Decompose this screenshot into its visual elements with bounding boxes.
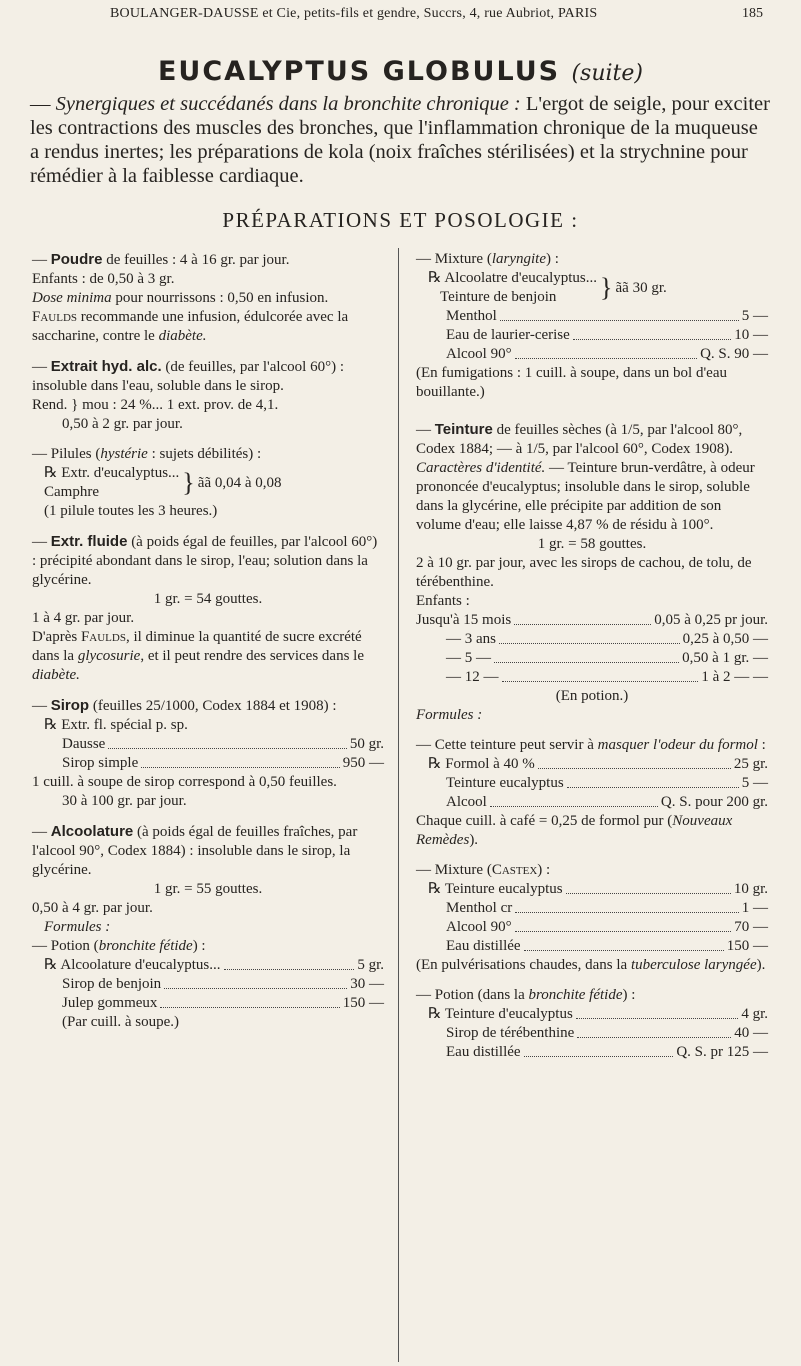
- mixture-note: (En fumigations : 1 cuill. à soupe, dans un bol d'eau bouillante.): [416, 365, 727, 400]
- potion-label-end: ) :: [192, 938, 206, 954]
- poudre-dose-text: pour nourrissons : 0,50 en infusion.: [111, 290, 329, 306]
- alcoolature-text: (à poids égal de feuilles fraîches, par l'alcool 90°, Codex 1884) : insoluble dans le sirop, la glycérine.: [32, 824, 358, 878]
- sirop-heading: Sirop: [50, 697, 90, 714]
- enfants-age-1: Jusqu'à 15 mois: [416, 612, 512, 628]
- castex-label: — Mixture (: [416, 862, 492, 878]
- fluide-faulds-a: D'après: [32, 629, 81, 645]
- poudre-author: Faulds: [32, 309, 78, 325]
- mixture-qty-5: Q. S. 90 —: [700, 346, 768, 362]
- formol-qty-2: 5 —: [741, 775, 768, 791]
- potion-fetide-qty-2: 40 —: [734, 1025, 768, 1041]
- alcoolature-dose: 0,50 à 4 gr. par jour.: [32, 900, 153, 916]
- teinture-dose: 2 à 10 gr. par jour, avec les sirops de cachou, de tolu, de térébenthine.: [416, 555, 752, 590]
- pilules-note: (1 pilule toutes les 3 heures.): [44, 503, 218, 519]
- poudre-text: de feuilles : 4 à 16 gr. par jour.: [102, 252, 290, 268]
- extrait-rendement: Rend. } mou : 24 %... 1 ext. prov. de 4,1.: [32, 397, 279, 413]
- mixture-laryngite: laryngite: [491, 251, 546, 267]
- potion-ingredient-2: Sirop de benjoin: [62, 976, 162, 992]
- potion-fetide-qty-3: Q. S. pr 125 —: [676, 1044, 768, 1060]
- poudre-entry: — Poudre de feuilles : 4 à 16 gr. par jour. Enfants : de 0,50 à 3 gr. Dose minima pour nourrissons : 0,50 en infusion. Faulds recommande une infusion, édulcorée avec la saccharine, contre le diabète.: [32, 250, 384, 346]
- enfants-age-4: — 12 —: [446, 669, 499, 685]
- teinture-identite-text: — Teinture brun-verdâtre, à odeur prononcée d'eucalyptus; insoluble dans le sirop, soluble dans la glycérine, elle précipite par addition de son volume d'eau; elle laisse 4,87 % de résidu à 100°.: [416, 460, 755, 533]
- sirop-dose: 30 à 100 gr. par jour.: [62, 793, 187, 809]
- intro-italic: Synergiques et succédanés dans la bronchite chronique :: [55, 93, 521, 115]
- extrait-heading: Extrait hyd. alc.: [50, 358, 162, 375]
- fluide-faulds-b: , il diminue la quantité de sucre excrété dans la: [32, 629, 362, 664]
- fluide-glycosurie: glycosurie: [77, 648, 141, 664]
- potion-ingredient-1: ℞ Alcoolature d'eucalyptus...: [44, 957, 221, 973]
- potion-qty-1: 5 gr.: [357, 957, 384, 973]
- potion-ingredient-3: Julep gommeux: [62, 995, 158, 1011]
- intro-text: L'ergot de seigle, pour exciter les contractions des muscles des bronches, que l'inflammation chronique de la muqueuse a rendus inertes; les préparations de kola (noix fraîches stérilisées) et la strychnine pour rémédier à la faiblesse cardiaque.: [30, 93, 770, 187]
- page-title: [0, 56, 801, 87]
- pilules-label: — Pilules (: [32, 446, 101, 462]
- sirop-qty-2: 950 —: [342, 755, 384, 771]
- potion-fetide-ingredient-3: Eau distillée: [446, 1044, 521, 1060]
- castex-label-end: ) :: [537, 862, 551, 878]
- pilules-ingredient-1: ℞ Extr. d'eucalyptus...: [44, 465, 180, 481]
- formol-qty-3: Q. S. pour 200 gr.: [660, 794, 768, 810]
- potion-fetide-label: — Potion (dans la: [416, 987, 529, 1003]
- castex-qty-1: 10 gr.: [733, 881, 768, 897]
- mixture-ingredient-4: Eau de laurier-cerise: [446, 327, 570, 343]
- teinture-drops: 1 gr. = 58 gouttes.: [537, 536, 647, 552]
- mixture-ingredient-3: Menthol: [446, 308, 497, 324]
- poudre-heading: Poudre: [50, 251, 103, 268]
- mixture-label-end: ) :: [545, 251, 559, 267]
- castex-entry: [416, 861, 768, 975]
- pilules-ingredient-2: Camphre: [44, 484, 99, 500]
- formol-ingredient-2: Teinture eucalyptus: [446, 775, 564, 791]
- right-column: [416, 250, 768, 1073]
- fluide-text: (à poids égal de feuilles, par l'alcool 60°) : précipité abondant dans le sirop, l'eau; solution dans la glycérine.: [32, 534, 378, 588]
- formol-intro-end: :: [757, 737, 766, 753]
- intro-paragraph: [30, 92, 770, 188]
- mixture-label: — Mixture (: [416, 251, 492, 267]
- alcoolature-entry: — Alcoolature (à poids égal de feuilles fraîches, par l'alcool 90°, Codex 1884) : insoluble dans le sirop, la glycérine. 1 gr. = 55 gouttes. 0,50 à 4 gr. par jour. Formules : — Potion (bronchite fétide) : ℞ Alcoolature d'eucalyptus... 5 gr. Sirop de benjoin 30 — Julep gommeux 150 — (Par cuill. à soupe.): [32, 823, 384, 1030]
- sirop-ingredient-1: Dausse: [62, 736, 106, 752]
- potion-qty-2: 30 —: [350, 976, 384, 992]
- sirop-ingredient-2: Sirop simple: [62, 755, 139, 771]
- castex-qty-3: 70 —: [734, 919, 768, 935]
- extrait-text: (de feuilles, par l'alcool 60°) : insoluble dans l'eau, soluble dans le sirop.: [32, 359, 345, 394]
- castex-note-end: ).: [756, 957, 766, 973]
- enfants-dose-4: 1 à 2 — —: [701, 669, 768, 685]
- mixture-ingredient-5: Alcool 90°: [446, 346, 512, 362]
- pilules-label-end: : sujets débilités) :: [147, 446, 262, 462]
- fluide-author: Faulds: [80, 629, 126, 645]
- pilules-quantity: ãã 0,04 à 0,08: [197, 474, 282, 491]
- potion-fetide-bronchite: bronchite fétide: [528, 987, 623, 1003]
- teinture-text: de feuilles sèches (à 1/5, par l'alcool 80°, Codex 1884; — à 1/5, par l'alcool 60°, Codex 1908).: [416, 422, 743, 457]
- formol-source: Nouveaux Remèdes: [416, 813, 733, 848]
- sirop-text: (feuilles 25/1000, Codex 1884 et 1908) :: [89, 698, 337, 714]
- alcoolature-formules: Formules :: [44, 919, 111, 935]
- formol-note-end: ).: [469, 832, 479, 848]
- fluide-entry: — Extr. fluide (à poids égal de feuilles, par l'alcool 60°) : précipité abondant dans le sirop, l'eau; solution dans la glycérine. 1 gr. = 54 gouttes. 1 à 4 gr. par jour. D'après Faulds, il diminue la quantité de sucre excrété dans la glycosurie, et il peut rendre des services dans le diabète.: [32, 532, 384, 685]
- brace-symbol: }: [600, 273, 613, 302]
- formol-note: Chaque cuill. à café = 0,25 de formol pur (: [416, 813, 673, 829]
- extrait-dose: 0,50 à 2 gr. par jour.: [62, 416, 183, 432]
- poudre-faulds-text: recommande une infusion, édulcorée avec la saccharine, contre le: [32, 309, 349, 344]
- castex-qty-4: 150 —: [726, 938, 768, 954]
- fluide-heading: Extr. fluide: [50, 533, 128, 550]
- potion-fetide-entry: [416, 986, 768, 1062]
- formol-entry: [416, 736, 768, 850]
- castex-ingredient-2: Menthol cr: [446, 900, 513, 916]
- section-title: PRÉPARATIONS ET POSOLOGIE :: [222, 208, 579, 232]
- potion-bronchite: bronchite fétide: [98, 938, 193, 954]
- extrait-entry: — Extrait hyd. alc. (de feuilles, par l'alcool 60°) : insoluble dans l'eau, soluble dans le sirop. Rend. } mou : 24 %... 1 ext. prov. de 4,1. 0,50 à 2 gr. par jour.: [32, 357, 384, 434]
- mixture-entry: [416, 250, 768, 402]
- enfants-age-2: — 3 ans: [446, 631, 496, 647]
- poudre-dose-minima: Dose minima: [32, 290, 112, 306]
- teinture-heading: Teinture: [434, 421, 493, 438]
- mixture-qty-3: 5 —: [741, 308, 768, 324]
- formol-intro: — Cette teinture peut servir à: [416, 737, 598, 753]
- mixture-qty-4: 10 —: [734, 327, 768, 343]
- fluide-diabete: diabète.: [32, 667, 80, 683]
- enfants-age-3: — 5 —: [446, 650, 491, 666]
- sirop-prescription: ℞ Extr. fl. spécial p. sp.: [44, 717, 188, 733]
- potion-qty-3: 150 —: [342, 995, 384, 1011]
- intro-dash: —: [30, 93, 51, 115]
- teinture-enfants: Enfants :: [416, 593, 470, 609]
- sirop-qty-1: 50 gr.: [349, 736, 384, 752]
- formol-ingredient-3: Alcool: [446, 794, 487, 810]
- enfants-dose-1: 0,05 à 0,25 pr jour.: [654, 612, 768, 628]
- title-main: EUCALYPTUS GLOBULUS: [157, 56, 561, 87]
- pilules-entry: [32, 445, 384, 521]
- enfants-dose-3: 0,50 à 1 gr. —: [682, 650, 768, 666]
- formol-ingredient-1: ℞ Formol à 40 %: [428, 756, 535, 772]
- potion-fetide-label-end: ) :: [622, 987, 636, 1003]
- formol-masquer: masquer l'odeur du formol: [597, 737, 758, 753]
- sirop-correspondence: 1 cuill. à soupe de sirop correspond à 0,50 feuilles.: [32, 774, 337, 790]
- title-suffix: (suite): [571, 61, 643, 86]
- mixture-ingredient-2: Teinture de benjoin: [440, 289, 557, 305]
- alcoolature-drops: 1 gr. = 55 gouttes.: [153, 881, 263, 897]
- potion-label: — Potion (: [32, 938, 99, 954]
- castex-ingredient-4: Eau distillée: [446, 938, 521, 954]
- fluide-dose: 1 à 4 gr. par jour.: [32, 610, 135, 626]
- formol-qty-1: 25 gr.: [733, 756, 768, 772]
- fluide-drops: 1 gr. = 54 gouttes.: [153, 591, 263, 607]
- pilules-hysterie: hystérie: [100, 446, 148, 462]
- castex-note: (En pulvérisations chaudes, dans la: [416, 957, 631, 973]
- poudre-enfants: Enfants : de 0,50 à 3 gr.: [32, 271, 175, 287]
- poudre-diabete: diabète.: [158, 328, 207, 344]
- alcoolature-heading: Alcoolature: [50, 823, 134, 840]
- mixture-quantity: ãã 30 gr.: [615, 279, 667, 296]
- potion-fetide-ingredient-1: ℞ Teinture d'eucalyptus: [428, 1006, 573, 1022]
- castex-author: Castex: [491, 862, 538, 878]
- potion-note: (Par cuill. à soupe.): [62, 1014, 180, 1030]
- running-header: BOULANGER-DAUSSE et Cie, petits-fils et gendre, Succrs, 4, rue Aubriot, PARIS: [110, 6, 598, 21]
- teinture-identite: Caractères d'identité.: [416, 460, 546, 476]
- teinture-formules: Formules :: [416, 707, 483, 723]
- potion-fetide-ingredient-2: Sirop de térébenthine: [446, 1025, 575, 1041]
- brace-symbol: }: [182, 468, 195, 497]
- mixture-ingredient-1: ℞ Alcoolatre d'eucalyptus...: [428, 270, 598, 286]
- castex-ingredient-3: Alcool 90°: [446, 919, 512, 935]
- page-number: 185: [742, 6, 763, 21]
- castex-qty-2: 1 —: [741, 900, 768, 916]
- potion-fetide-qty-1: 4 gr.: [741, 1006, 768, 1022]
- column-divider: [398, 248, 399, 1362]
- enfants-dose-2: 0,25 à 0,50 —: [682, 631, 768, 647]
- castex-ingredient-1: ℞ Teinture eucalyptus: [428, 881, 563, 897]
- left-column: [32, 250, 384, 1043]
- teinture-potion-note: (En potion.): [555, 688, 629, 704]
- castex-tuberculose: tuberculose laryngée: [630, 957, 757, 973]
- sirop-entry: — Sirop (feuilles 25/1000, Codex 1884 et 1908) : ℞ Extr. fl. spécial p. sp. Dausse 50 gr. Sirop simple 950 — 1 cuill. à soupe de sirop correspond à 0,50 feuilles. 30 à 100 gr. par jour.: [32, 697, 384, 809]
- fluide-faulds-c: , et il peut rendre des services dans le: [140, 648, 364, 664]
- teinture-entry: — Teinture de feuilles sèches (à 1/5, par l'alcool 80°, Codex 1884; — à 1/5, par l'alcool 60°, Codex 1908). Caractères d'identité. — Teinture brun-verdâtre, à odeur prononcée d'eucalyptus; insoluble dans le sirop, soluble dans la glycérine, elle précipite par addition de son volume d'eau; elle laisse 4,87 % de résidu à 100°. 1 gr. = 58 gouttes. 2 à 10 gr. par jour, avec les sirops de cachou, de tolu, de térébenthine. Enfants : Jusqu'à 15 mois 0,05 à 0,25 pr jour. — 3 ans 0,25 à 0,50 — — 5 — 0,50 à 1 gr. — — 12 — 1 à 2 — — (En potion.) Formules :: [416, 421, 768, 723]
